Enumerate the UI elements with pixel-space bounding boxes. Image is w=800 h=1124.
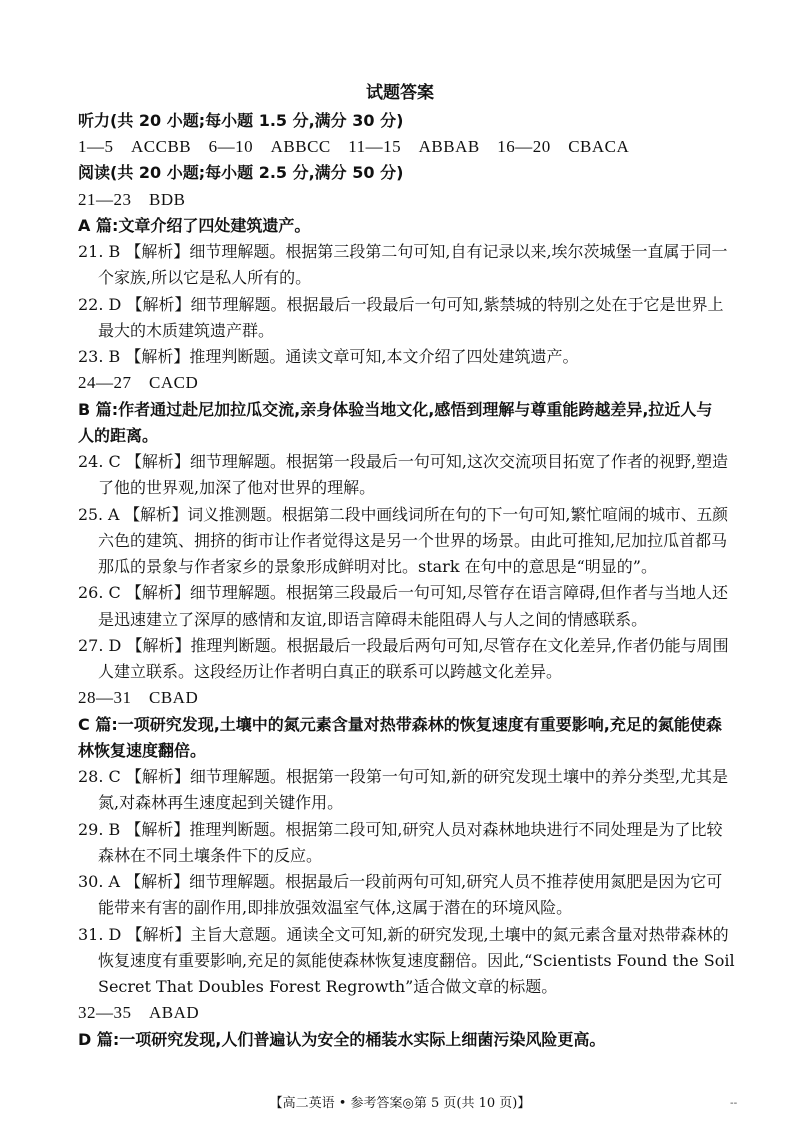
- q25-explanation-line1: 25. A 【解析】词义推测题。根据第二段中画线词所在句的下一句可知,繁忙喧闹的城市、五颜: [78, 505, 728, 524]
- q30-explanation-line2: 能带来有害的副作用,即排放强效温室气体,这属于潜在的环境风险。: [98, 898, 573, 917]
- q28-explanation-line1: 28. C 【解析】细节理解题。根据第一段第一句可知,新的研究发现土壤中的养分类型,尤其是: [78, 767, 729, 786]
- passage-a-summary: A 篇:文章介绍了四处建筑遗产。: [78, 216, 311, 235]
- passage-c-summary-line2: 林恢复速度翻倍。: [78, 741, 207, 760]
- passage-b-answer-range: 24—27 CACD: [78, 373, 199, 392]
- passage-d-answer-range: 32—35 ABAD: [78, 1003, 200, 1022]
- q30-explanation-line1: 30. A 【解析】细节理解题。根据最后一段前两句可知,研究人员不推荐使用氮肥是因为它可: [78, 872, 723, 891]
- q31-explanation-line2: 恢复速度有重要影响,充足的氮能使森林恢复速度翻倍。因此,“Scientists Found the Soil: [98, 951, 735, 970]
- listening-header: 听力(共 20 小题;每小题 1.5 分,满分 30 分): [78, 111, 404, 130]
- q23-explanation-line1: 23. B 【解析】推理判断题。通读文章可知,本文介绍了四处建筑遗产。: [78, 347, 579, 366]
- page-title: 试题答案: [366, 83, 434, 103]
- q28-explanation-line2: 氮,对森林再生速度起到关键作用。: [98, 793, 344, 812]
- q29-explanation-line1: 29. B 【解析】推理判断题。根据第二段可知,研究人员对森林地块进行不同处理是为了比较: [78, 820, 723, 839]
- page-footer: 【高二英语 • 参考答案◎第 5 页(共 10 页)】: [269, 1096, 531, 1111]
- q21-explanation-line2: 个家族,所以它是私人所有的。: [98, 268, 312, 287]
- reading-header: 阅读(共 20 小题;每小题 2.5 分,满分 50 分): [78, 163, 404, 182]
- q26-explanation-line2: 是迅速建立了深厚的感情和友谊,即语言障碍未能阻碍人与人之间的情感联系。: [98, 610, 648, 629]
- listening-answers: 1—5 ACCBB 6—10 ABBCC 11—15 ABBAB 16—20 CBACA: [78, 137, 630, 156]
- q31-explanation-line1: 31. D 【解析】主旨大意题。通读全文可知,新的研究发现,土壤中的氮元素含量对热带森林的: [78, 925, 729, 944]
- passage-d-summary: D 篇:一项研究发现,人们普遍认为安全的桶装水实际上细菌污染风险更高。: [78, 1030, 606, 1049]
- passage-a-answer-range: 21—23 BDB: [78, 190, 186, 209]
- q25-explanation-line3: 那瓜的景象与作者家乡的景象形成鲜明对比。stark 在句中的意思是“明显的”。: [98, 557, 657, 576]
- passage-c-summary-line1: C 篇:一项研究发现,土壤中的氮元素含量对热带森林的恢复速度有重要影响,充足的氮能使森: [78, 715, 722, 734]
- passage-b-summary-line2: 人的距离。: [78, 426, 159, 445]
- q22-explanation-line1: 22. D 【解析】细节理解题。根据最后一段最后一句可知,紫禁城的特别之处在于它是世界上: [78, 295, 724, 314]
- passage-c-answer-range: 28—31 CBAD: [78, 688, 199, 707]
- q31-explanation-line3: Secret That Doubles Forest Regrowth”适合做文章的标题。: [98, 977, 558, 996]
- q27-explanation-line2: 人建立联系。这段经历让作者明白真正的联系可以跨越文化差异。: [98, 662, 563, 681]
- q25-explanation-line2: 六色的建筑、拥挤的街市让作者觉得这是另一个世界的场景。由此可推知,尼加拉瓜首都马: [98, 531, 728, 550]
- q24-explanation-line1: 24. C 【解析】细节理解题。根据第一段最后一句可知,这次交流项目拓宽了作者的视野,塑造: [78, 452, 729, 471]
- q26-explanation-line1: 26. C 【解析】细节理解题。根据第三段最后一句可知,尽管存在语言障碍,但作者与当地人还: [78, 583, 729, 602]
- q22-explanation-line2: 最大的木质建筑遗产群。: [98, 321, 275, 340]
- passage-b-summary-line1: B 篇:作者通过赴尼加拉瓜交流,亲身体验当地文化,感悟到理解与尊重能跨越差异,拉近人与: [78, 400, 713, 419]
- q27-explanation-line1: 27. D 【解析】推理判断题。根据最后一段最后两句可知,尽管存在文化差异,作者仍能与周围: [78, 636, 729, 655]
- corner-mark: --: [730, 1098, 738, 1109]
- q24-explanation-line2: 了他的世界观,加深了他对世界的理解。: [98, 478, 376, 497]
- q21-explanation-line1: 21. B 【解析】细节理解题。根据第三段第二句可知,自有记录以来,埃尔茨城堡一直属于同一: [78, 242, 728, 261]
- q29-explanation-line2: 森林在不同土壤条件下的反应。: [98, 846, 323, 865]
